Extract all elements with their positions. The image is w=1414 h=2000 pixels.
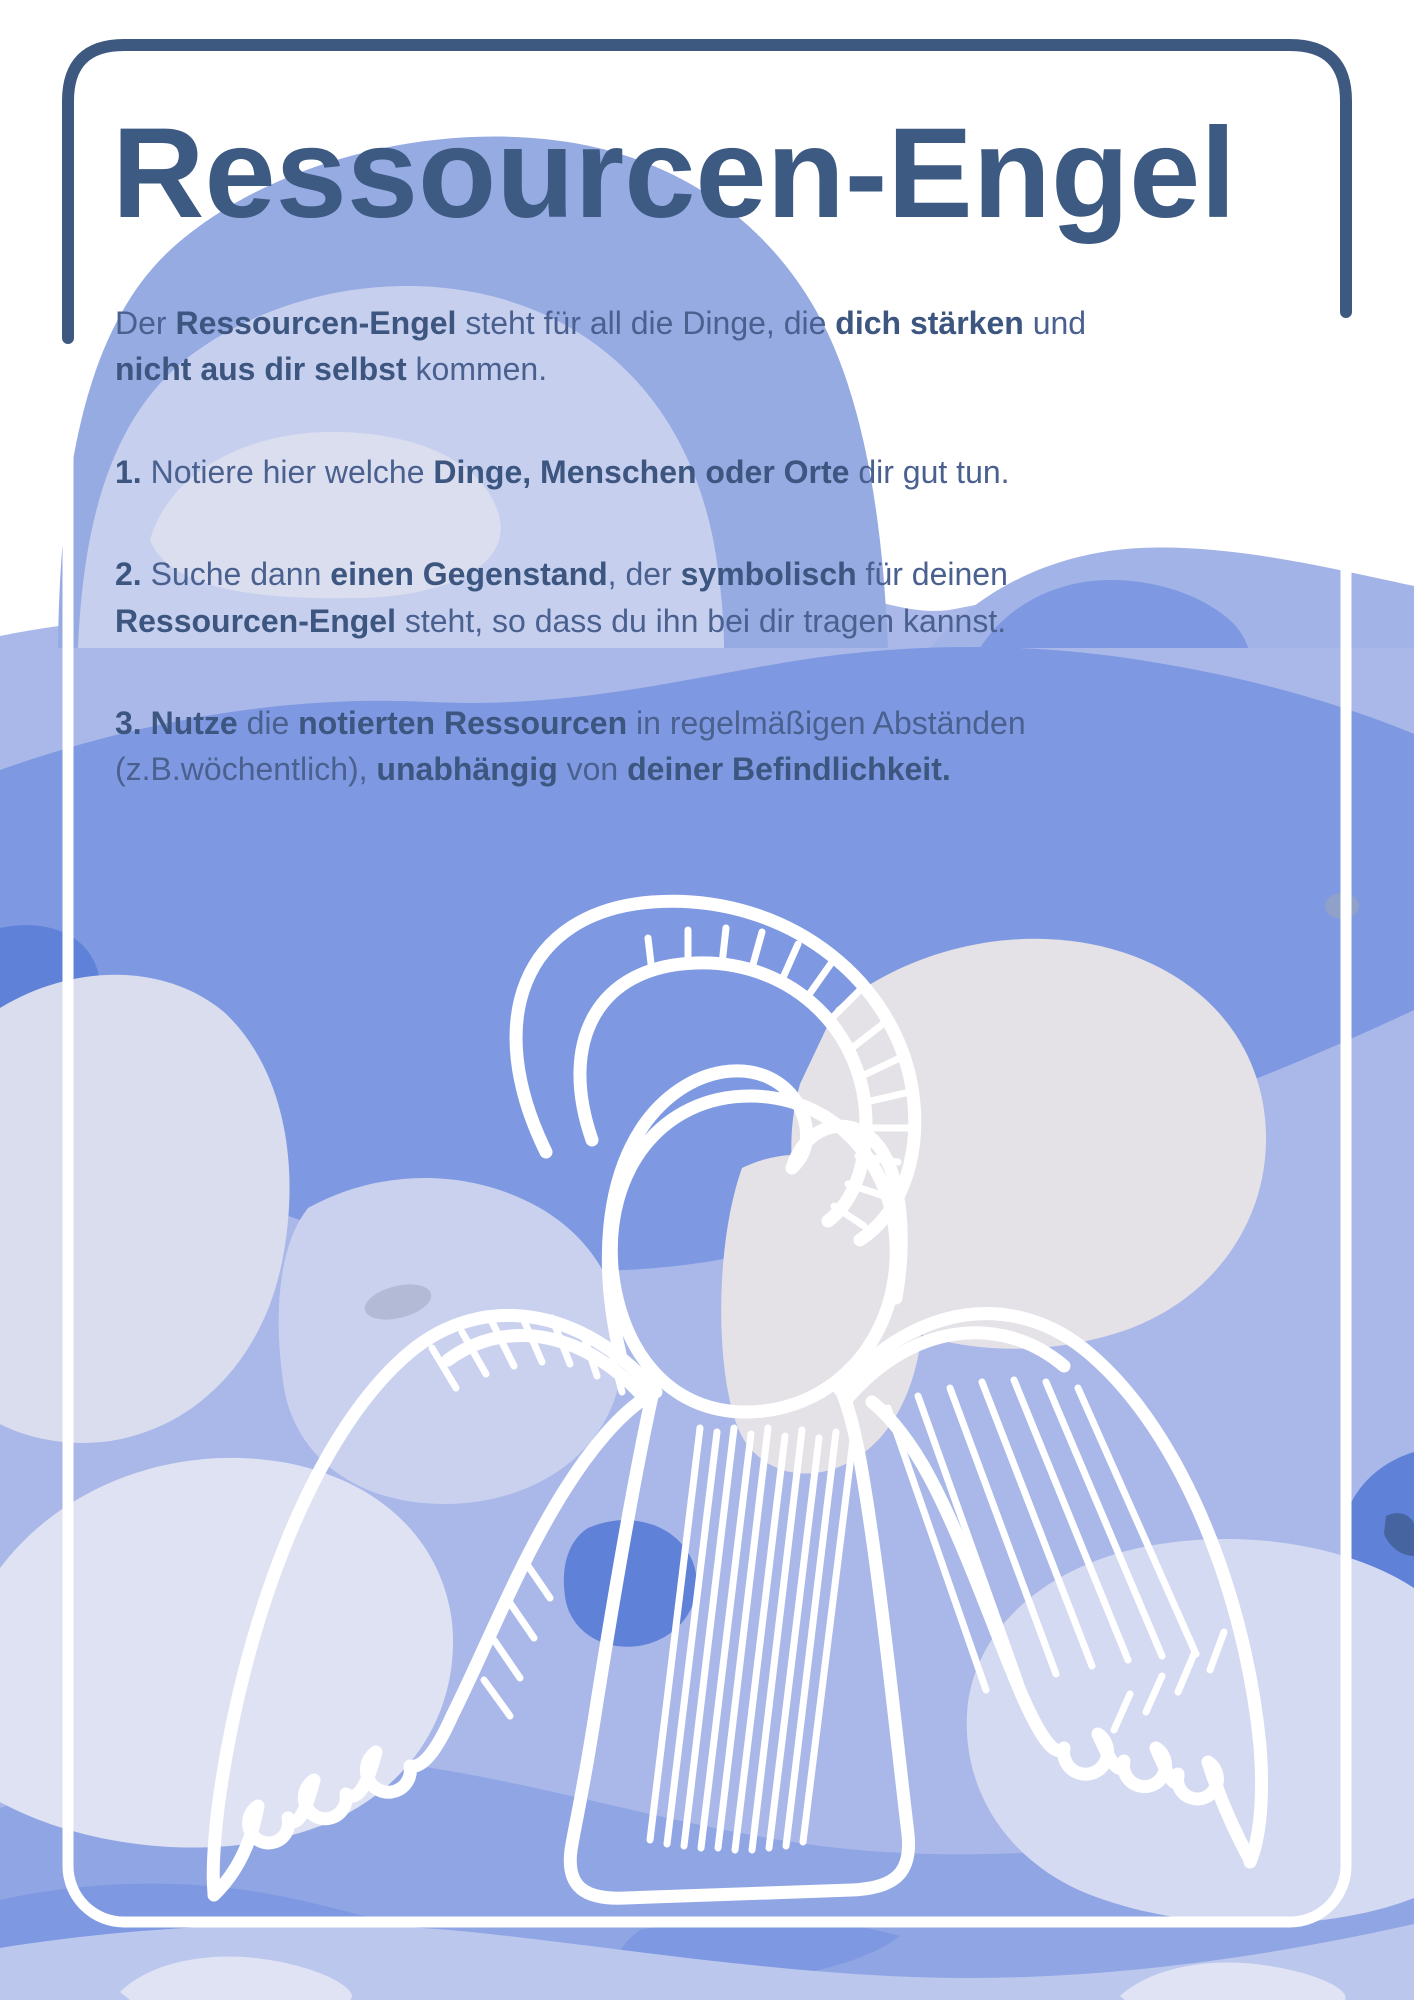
step-item-2: 2. Suche dann einen Gegenstand, der symbolisch für deinen Ressourcen-Engel steht, so dass du ihn bei dir tragen kannst. bbox=[115, 556, 1008, 639]
instructions-block bbox=[115, 300, 1265, 849]
page-title: Ressourcen-Engel bbox=[112, 102, 1236, 245]
intro-paragraph: Der Ressourcen-Engel steht für all die Dinge, die dich stärken und nicht aus dir selbst kommen. bbox=[115, 305, 1087, 388]
step-item-3: 3. Nutze die notierten Ressourcen in regelmäßigen Abständen (z.B.wöchentlich), unabhängig von deiner Befindlichkeit. bbox=[115, 704, 1026, 788]
step-item-1: 1. Notiere hier welche Dinge, Menschen oder Orte dir gut tun. bbox=[115, 453, 1010, 490]
